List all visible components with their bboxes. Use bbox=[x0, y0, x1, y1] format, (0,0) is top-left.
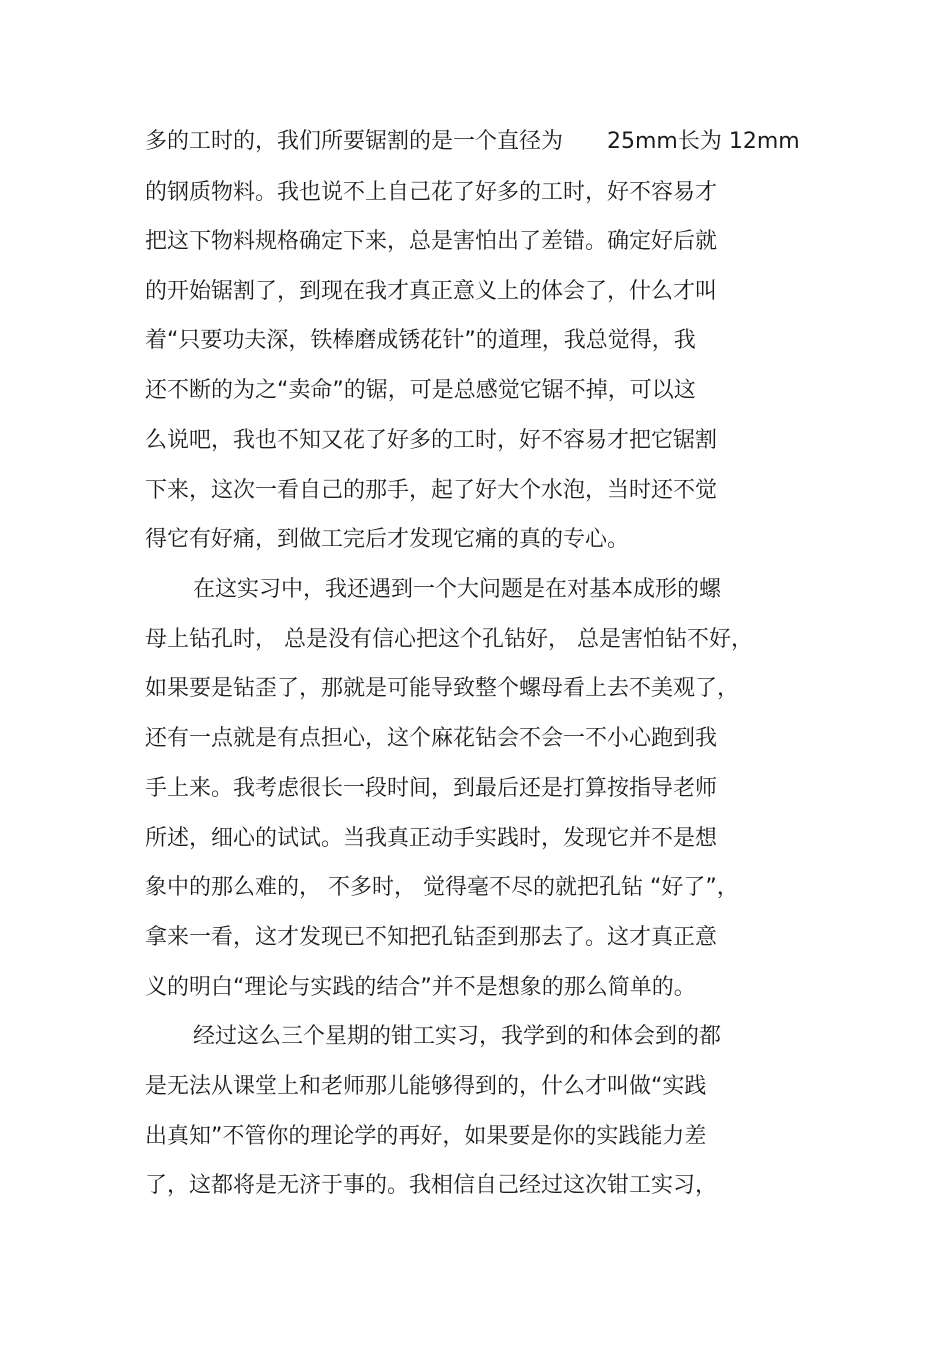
text-line: 所述，细心的试试。当我真正动手实践时，发现它并不是想 bbox=[145, 826, 718, 851]
text-line: 的钢质物料。我也说不上自己花了好多的工时，好不容易才 bbox=[145, 180, 718, 205]
text-line: 下来，这次一看自己的那手，起了好大个水泡，当时还不觉 bbox=[145, 478, 718, 503]
text-line: 还有一点就是有点担心，这个麻花钻会不会一不小心跑到我 bbox=[145, 726, 718, 751]
text-line: 手上来。我考虑很长一段时间，到最后还是打算按指导老师 bbox=[145, 776, 718, 801]
text-line: 了，这都将是无济于事的。我相信自己经过这次钳工实习， bbox=[145, 1173, 718, 1198]
text-line: 还不断的为之“卖命”的锯，可是总感觉它锯不掉，可以这 bbox=[145, 378, 696, 403]
text-line: 着“只要功夫深，铁棒磨成锈花针”的道理，我总觉得，我 bbox=[145, 328, 696, 353]
text-line: 义的明白“理论与实践的结合”并不是想象的那么简单的。 bbox=[145, 975, 696, 1000]
text-line: 多的工时的，我们所要锯割的是一个直径为 25mm长为 12mm bbox=[145, 129, 800, 154]
text-line: 得它有好痛，到做工完后才发现它痛的真的专心。 bbox=[145, 527, 630, 552]
text-line: 么说吧，我也不知又花了好多的工时，好不容易才把它锯割 bbox=[145, 428, 718, 453]
text-line: 拿来一看，这才发现已不知把孔钻歪到那去了。这才真正意 bbox=[145, 925, 718, 950]
text-line: 出真知”不管你的理论学的再好，如果要是你的实践能力差 bbox=[145, 1124, 707, 1149]
paragraph-first-line: 在这实习中，我还遇到一个大问题是在对基本成形的螺 bbox=[193, 577, 722, 602]
text-line: 象中的那么难的， 不多时， 觉得毫不尽的就把孔钻 “好了”， bbox=[145, 875, 739, 900]
text-line: 把这下物料规格确定下来，总是害怕出了差错。确定好后就 bbox=[145, 229, 718, 254]
text-line: 是无法从课堂上和老师那儿能够得到的，什么才叫做“实践 bbox=[145, 1074, 707, 1099]
paragraph-first-line: 经过这么三个星期的钳工实习，我学到的和体会到的都 bbox=[193, 1024, 722, 1049]
text-line: 母上钻孔时， 总是没有信心把这个孔钻好， 总是害怕钻不好， bbox=[145, 627, 753, 652]
text-line: 的开始锯割了，到现在我才真正意义上的体会了，什么才叫 bbox=[145, 279, 718, 304]
text-line: 如果要是钻歪了，那就是可能导致整个螺母看上去不美观了， bbox=[145, 676, 740, 701]
